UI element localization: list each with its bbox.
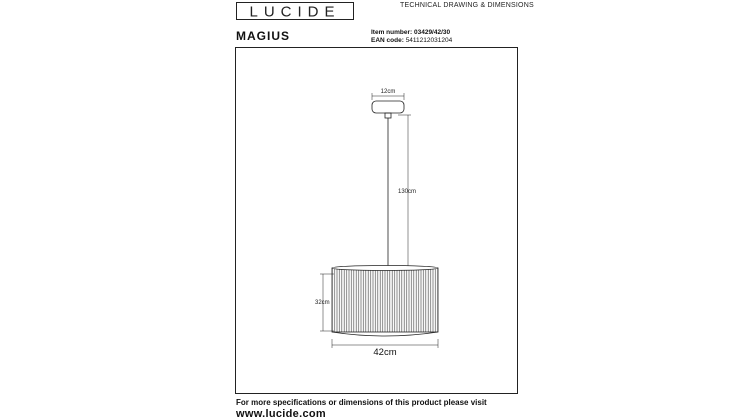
ean-label: EAN code: <box>371 37 404 44</box>
ean-value: 5411212031204 <box>405 37 453 44</box>
shade-top-edge <box>332 266 438 271</box>
item-number-label: Item number: <box>371 29 413 36</box>
lucide-logo <box>236 0 354 22</box>
item-number-value: 03429/42/30 <box>413 29 451 36</box>
shade <box>332 268 438 332</box>
canopy-dim-label: 12cm <box>380 89 396 95</box>
cable-dim-label: 130cm <box>398 189 417 195</box>
item-number-row <box>371 29 452 37</box>
shade-height-label: 32cm <box>315 300 330 306</box>
brand-wordmark: LUCIDE <box>249 3 341 21</box>
product-codes <box>371 29 452 45</box>
shade-bottom-edge <box>332 332 438 336</box>
document-type: TECHNICAL DRAWING & DIMENSIONS <box>400 2 534 9</box>
ean-row <box>371 37 452 45</box>
footer-note: For more specifications or dimensions of this product please visit <box>236 398 487 407</box>
technical-drawing <box>235 47 518 394</box>
canopy <box>372 101 404 113</box>
canopy-mount <box>385 113 391 118</box>
product-name: MAGIUS <box>236 29 290 43</box>
website-link[interactable]: www.lucide.com <box>236 408 326 420</box>
shade-width-label: 42cm <box>373 347 397 358</box>
